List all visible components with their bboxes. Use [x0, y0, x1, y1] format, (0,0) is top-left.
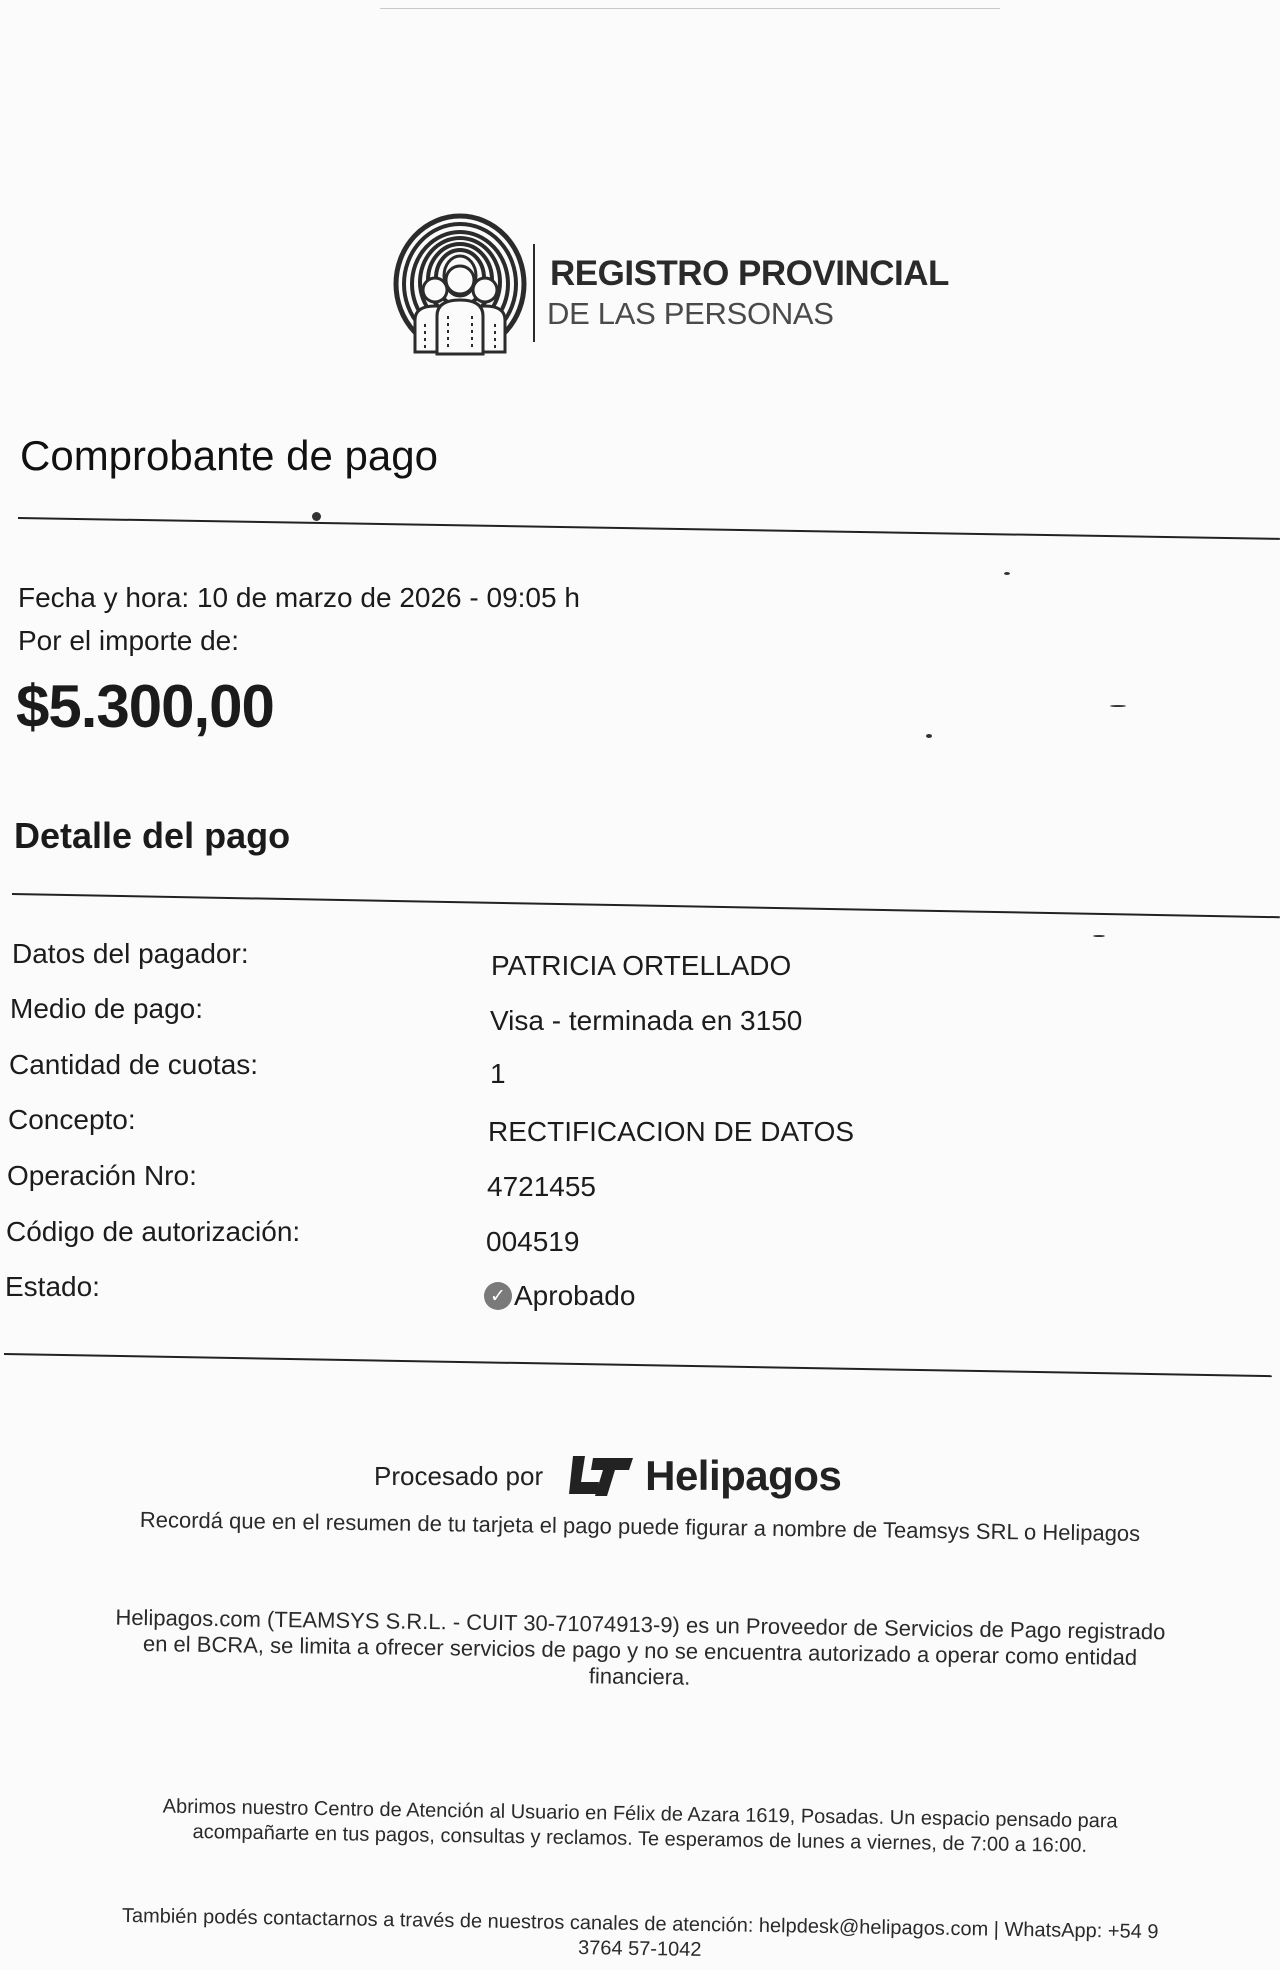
scan-edge-line — [380, 8, 1000, 9]
label-concept: Concepto: — [8, 1104, 136, 1135]
label-authorization-code: Código de autorización: — [6, 1216, 301, 1247]
legal-note: Helipagos.com (TEAMSYS S.R.L. - CUIT 30-71074913-9) es un Proveedor de Servicios de Pago registrado en el BCRA, se limita a ofrecer servicios de pago y no se encuentra autorizado a operar como entidad financiera. — [115, 1604, 1166, 1690]
label-status: Estado: — [5, 1271, 100, 1302]
amount-value: $5.300,00 — [16, 673, 274, 740]
scan-speck — [1110, 705, 1126, 707]
label-payment-method: Medio de pago: — [10, 993, 204, 1024]
scan-speck — [312, 512, 321, 521]
scan-speck — [1004, 572, 1010, 575]
value-concept: RECTIFICACION DE DATOS — [488, 1116, 855, 1147]
logo-divider — [533, 244, 535, 342]
label-payer: Datos del pagador: — [12, 938, 249, 969]
divider — [18, 517, 1280, 540]
org-name-line2: DE LAS PERSONAS — [547, 296, 834, 331]
section-title-detail: Detalle del pago — [14, 815, 291, 856]
value-operation-number: 4721455 — [487, 1171, 597, 1202]
org-logo — [390, 212, 949, 372]
divider — [4, 1353, 1272, 1377]
processed-label: Procesado por — [374, 1460, 544, 1491]
org-name-line1: REGISTRO PROVINCIAL — [550, 254, 949, 293]
label-operation-number: Operación Nro: — [7, 1160, 197, 1191]
status-badge — [484, 1280, 635, 1312]
value-payment-method: Visa - terminada en 3150 — [490, 1005, 803, 1036]
processed-by — [374, 1452, 841, 1500]
check-circle-icon: ✓ — [484, 1282, 512, 1310]
value-payer: PATRICIA ORTELLADO — [491, 950, 792, 981]
value-authorization-code: 004519 — [486, 1226, 580, 1257]
card-statement-note: Recordá que en el resumen de tu tarjeta el pago puede figurar a nombre de Teamsys SRL o Helipagos — [139, 1507, 1141, 1546]
service-center-note: Abrimos nuestro Centro de Atención al Usuario en Félix de Azara 1619, Posadas. Un espacio pensado para acompañarte en tus pagos, consultas y reclamos. Te esperamos de lunes a viernes, de 7:00 a 16:00. — [162, 1795, 1118, 1858]
helipagos-logo-icon — [567, 1454, 637, 1498]
scan-speck — [1093, 935, 1105, 937]
date-time: Fecha y hora: 10 de marzo de 2026 - 09:05 h — [18, 582, 580, 613]
amount-label: Por el importe de: — [18, 625, 239, 656]
page-title: Comprobante de pago — [20, 432, 438, 479]
status-text: Aprobado — [514, 1280, 636, 1311]
helipagos-logo — [567, 1452, 841, 1500]
fingerprint-people-icon — [390, 212, 530, 362]
value-installments: 1 — [490, 1058, 506, 1089]
scan-speck — [926, 734, 932, 738]
label-installments: Cantidad de cuotas: — [9, 1049, 259, 1080]
helipagos-wordmark: Helipagos — [645, 1452, 842, 1499]
divider — [12, 893, 1280, 918]
contact-note: También podés contactarnos a través de nuestros canales de atención: helpdesk@helipagos.com | WhatsApp: +54 9 3764 57-1042 — [121, 1904, 1159, 1961]
